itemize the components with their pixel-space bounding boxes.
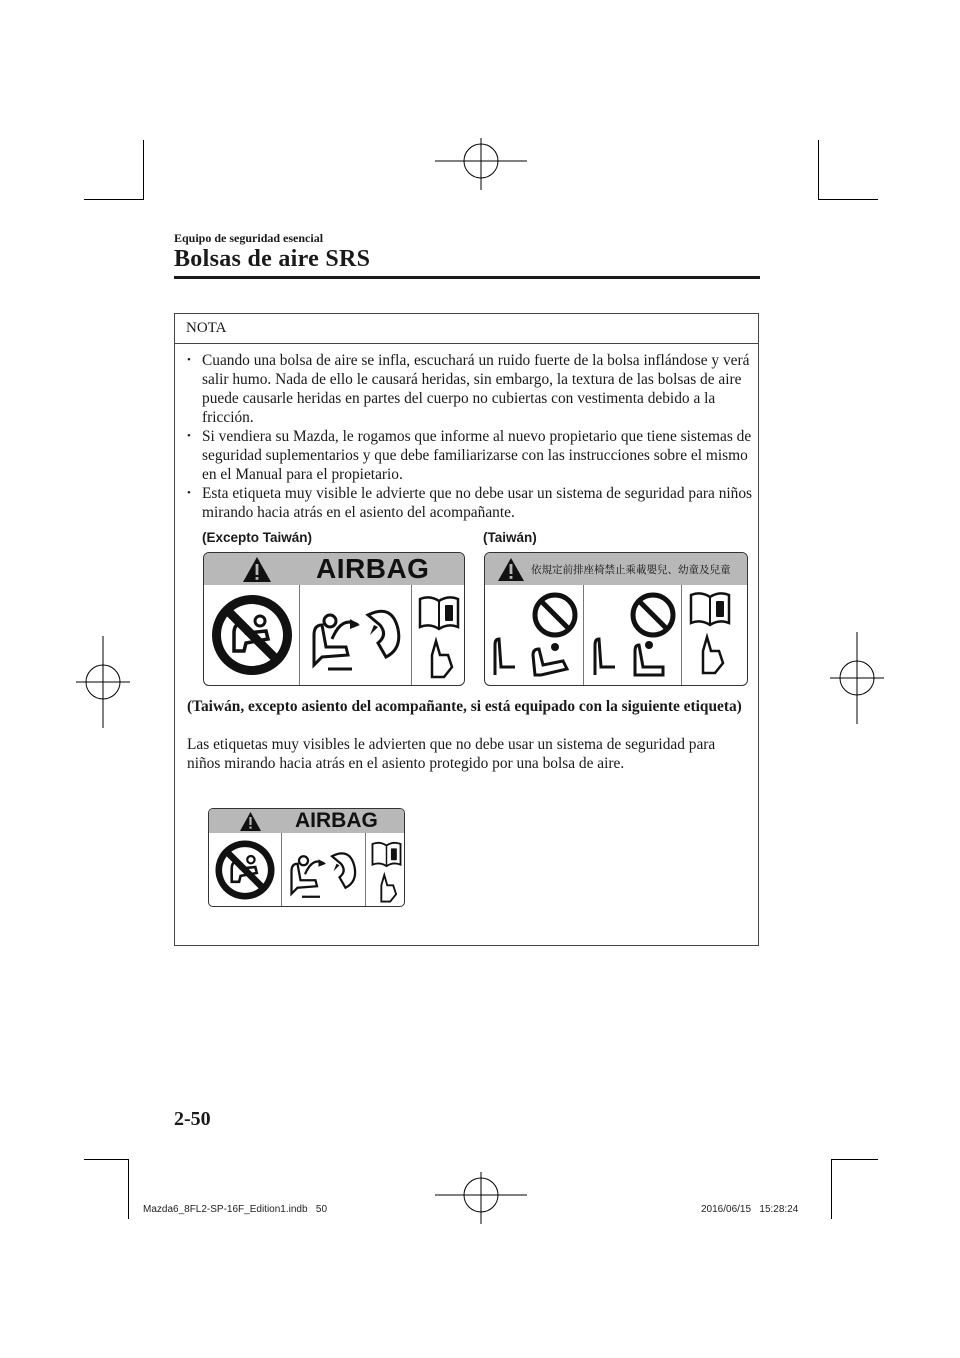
page-number: 2-50 xyxy=(174,1108,211,1130)
taiwan-subheading: (Taiwán, excepto asiento del acompañante, si está equipado con la siguiente etiqueta) xyxy=(187,698,742,715)
caption-excepto-taiwan: (Excepto Taiwán) xyxy=(202,530,313,545)
list-item: • Si vendiera su Mazda, le rogamos que informe al nuevo propietario que tiene sistemas de seguridad suplementarios y que debe familiarizarse con las instrucciones sobre el mismo en el Manual para el propietario. xyxy=(187,427,753,484)
no-child-seat-icon xyxy=(210,593,294,677)
airbag-deploy-icon xyxy=(308,595,404,677)
airbag-deploy-icon xyxy=(287,841,359,903)
airbag-warning-label xyxy=(203,552,465,686)
no-child-seat-icon xyxy=(214,839,276,901)
title-rule xyxy=(174,276,760,279)
registration-mark-icon xyxy=(435,1172,527,1224)
warning-triangle-icon xyxy=(239,811,262,832)
list-item: • Esta etiqueta muy visible le advierte que no debe usar un sistema de seguridad para niños mirando hacia atrás en el asiento del acompañante. xyxy=(187,484,753,522)
registration-mark-icon xyxy=(830,632,884,724)
footer-file-info: Mazda6_8FL2-SP-16F_Edition1.indb 50 xyxy=(143,1204,328,1215)
prohibited-icon xyxy=(489,589,581,681)
airbag-text: AIRBAG xyxy=(295,809,378,832)
taiwan-body-text: Las etiquetas muy visibles le advierten que no debe usar un sistema de seguridad para niños mirando hacia atrás en el asiento protegido por una bolsa de aire. xyxy=(187,736,716,772)
page-title: Bolsas de aire SRS xyxy=(174,246,371,272)
registration-mark-icon xyxy=(435,138,527,190)
taiwan-warning-label xyxy=(484,552,748,686)
taiwan-label-text: 依規定前排座椅禁止乘載嬰兒、幼童及兒童 xyxy=(531,564,731,576)
airbag-warning-label-small xyxy=(208,808,405,907)
caption-taiwan: (Taiwán) xyxy=(483,530,537,545)
read-manual-icon xyxy=(371,841,402,903)
registration-mark-icon xyxy=(76,636,130,728)
read-manual-icon xyxy=(689,591,731,675)
list-item: • Cuando una bolsa de aire se infla, escuchará un ruido fuerte de la bolsa inflándose y verá salir humo. Nada de ello le causará heridas, sin embargo, la textura de las bolsas de aire puede causarle heridas en partes del cuerpo no cubiertas con vestimenta debido a la fricción. xyxy=(187,351,753,427)
section-label: Equipo de seguridad esencial xyxy=(174,231,324,245)
note-bullet-list xyxy=(187,351,753,522)
read-manual-icon xyxy=(418,595,460,679)
note-header xyxy=(175,314,758,344)
note-heading: NOTA xyxy=(186,320,227,336)
footer-timestamp: 2016/06/15 15:28:24 xyxy=(701,1204,799,1215)
airbag-text: AIRBAG xyxy=(316,553,430,584)
prohibited-icon xyxy=(587,589,679,681)
warning-triangle-icon xyxy=(497,557,525,582)
warning-triangle-icon xyxy=(242,556,272,583)
